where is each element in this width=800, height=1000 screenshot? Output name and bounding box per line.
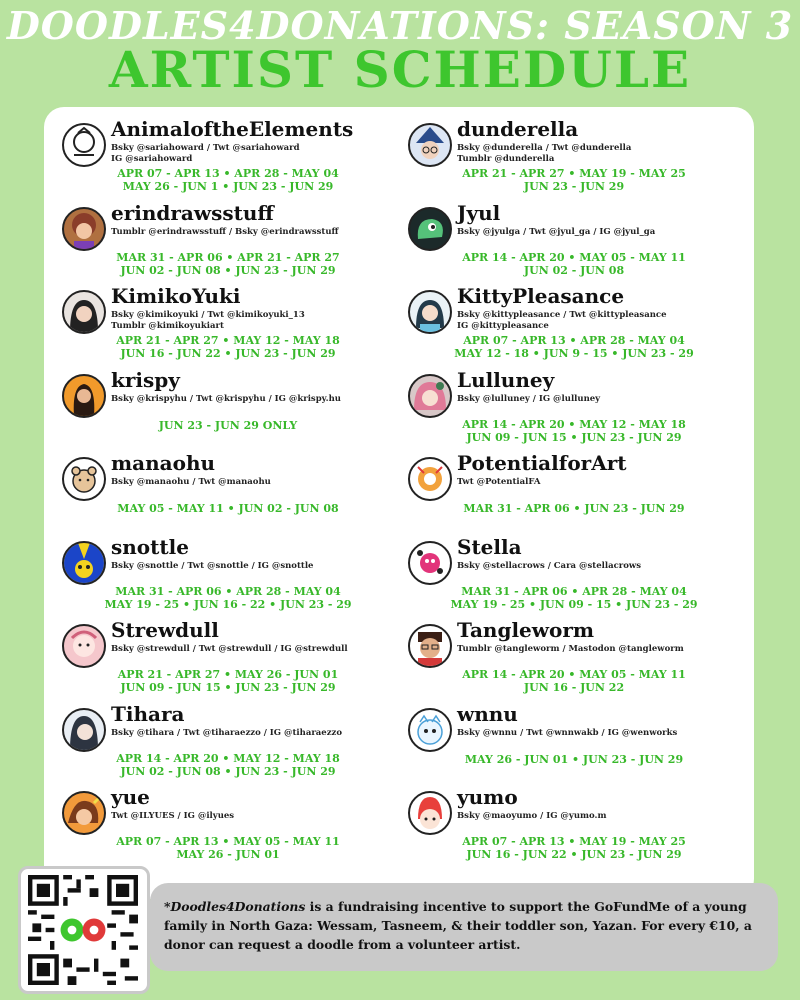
qr-code-icon [28, 875, 138, 985]
artist-handles: Tumblr @erindrawsstuff / Bsky @erindrawsstuff [111, 227, 339, 237]
artist-avatar [408, 624, 452, 668]
artist-dates: MAY 26 - JUN 01 • JUN 23 - JUN 29 [464, 753, 684, 766]
artist-dates: JUN 23 - JUN 29 ONLY [158, 419, 298, 432]
artist-name: yumo [457, 785, 518, 809]
artist-entry [58, 704, 388, 787]
artist-handles: Bsky @tihara / Twt @tiharaezzo / IG @tiharaezzo [111, 728, 343, 738]
artist-name: AnimaloftheElements [111, 117, 354, 141]
artist-dates: APR 07 - APR 13 • MAY 05 - MAY 11 MAY 26 - JUN 01 [116, 835, 340, 861]
artist-dates: APR 14 - APR 20 • MAY 05 - MAY 11 JUN 16 - JUN 22 [462, 668, 686, 694]
artist-dates: APR 14 - APR 20 • MAY 12 - MAY 18 JUN 02 - JUN 08 • JUN 23 - JUN 29 [116, 752, 340, 778]
artist-avatar [408, 541, 452, 585]
artist-name: Stella [457, 535, 522, 559]
artist-name: snottle [111, 535, 189, 559]
artist-name: Lulluney [457, 368, 555, 392]
artist-dates: MAY 05 - MAY 11 • JUN 02 - JUN 08 [117, 502, 339, 515]
artist-handles: Bsky @snottle / Twt @snottle / IG @snottle [111, 561, 314, 571]
artist-avatar [408, 457, 452, 501]
artist-entry [58, 203, 388, 286]
artist-name: Strewdull [111, 618, 219, 642]
footer-description [164, 897, 768, 954]
artist-dates: APR 21 - APR 27 • MAY 19 - MAY 25 JUN 23 - JUN 29 [462, 167, 686, 193]
artist-avatar [62, 624, 106, 668]
artist-name: wnnu [457, 702, 518, 726]
artist-entry [404, 370, 734, 453]
artist-handles: Bsky @maoyumo / IG @yumo.m [457, 811, 607, 821]
artist-avatar [62, 207, 106, 251]
event-title: DOODLES4DONATIONS: SEASON 3 [6, 3, 794, 48]
artist-avatar [62, 457, 106, 501]
artist-dates: APR 21 - APR 27 • MAY 26 - JUN 01 JUN 09 - JUN 15 • JUN 23 - JUN 29 [117, 668, 339, 694]
artist-name: manaohu [111, 451, 216, 475]
artist-avatar [408, 207, 452, 251]
artist-avatar [62, 374, 106, 418]
artist-name: Tangleworm [457, 618, 595, 642]
artist-avatar [408, 708, 452, 752]
artist-entry [58, 537, 388, 620]
artist-name: krispy [111, 368, 180, 392]
artist-entry [404, 620, 734, 703]
artist-name: PotentialforArt [457, 451, 627, 475]
artist-dates: MAR 31 - APR 06 • APR 28 - MAY 04 MAY 19 - 25 • JUN 16 - 22 • JUN 23 - 29 [104, 585, 352, 611]
artist-avatar [62, 791, 106, 835]
artist-avatar [62, 123, 106, 167]
artist-avatar [408, 123, 452, 167]
artist-dates: APR 07 - APR 13 • APR 28 - MAY 04 MAY 12 - 18 • JUN 9 - 15 • JUN 23 - 29 [454, 334, 694, 360]
artist-entry [58, 787, 388, 870]
artist-handles: Bsky @krispyhu / Twt @krispyhu / IG @krispy.hu [111, 394, 341, 404]
artist-entry [58, 370, 388, 453]
artist-entry [404, 286, 734, 369]
schedule-title: ARTIST SCHEDULE [108, 40, 692, 99]
artist-dates: APR 14 - APR 20 • MAY 05 - MAY 11 JUN 02 - JUN 08 [462, 251, 686, 277]
artist-entry [404, 787, 734, 870]
artist-handles: Tumblr @tangleworm / Mastodon @tangleworm [457, 644, 684, 654]
artist-name: Jyul [457, 201, 501, 225]
artist-dates: APR 21 - APR 27 • MAY 12 - MAY 18 JUN 16 - JUN 22 • JUN 23 - JUN 29 [116, 334, 340, 360]
artist-name: erindrawsstuff [111, 201, 274, 225]
artist-handles: Bsky @kittypleasance / Twt @kittypleasance IG @kittypleasance [457, 310, 667, 331]
artist-handles: Twt @PotentialFA [457, 477, 541, 487]
schedule-panel [44, 107, 754, 899]
artist-entry [58, 119, 388, 202]
artist-handles: Bsky @kimikoyuki / Twt @kimikoyuki_13 Tumblr @kimikoyukiart [111, 310, 305, 331]
artist-entry [404, 119, 734, 202]
artist-handles: Bsky @manaohu / Twt @manaohu [111, 477, 271, 487]
artist-dates: MAR 31 - APR 06 • JUN 23 - JUN 29 [463, 502, 685, 515]
artist-name: KimikoYuki [111, 284, 241, 308]
artist-avatar [408, 290, 452, 334]
artist-handles: Bsky @stellacrows / Cara @stellacrows [457, 561, 642, 571]
artist-handles: Bsky @wnnu / Twt @wnnwakb / IG @wenworks [457, 728, 678, 738]
artist-handles: Bsky @dunderella / Twt @dunderella Tumblr @dunderella [457, 143, 632, 164]
artist-name: dunderella [457, 117, 579, 141]
footer-emphasis: *Doodles4Donations [164, 899, 306, 914]
artist-entry [58, 286, 388, 369]
artist-handles: Bsky @lulluney / IG @lulluney [457, 394, 601, 404]
qr-code[interactable] [18, 866, 150, 994]
artist-avatar [62, 708, 106, 752]
artist-dates: APR 07 - APR 13 • MAY 19 - MAY 25 JUN 16 - JUN 22 • JUN 23 - JUN 29 [462, 835, 686, 861]
artist-dates: MAR 31 - APR 06 • APR 28 - MAY 04 MAY 19 - 25 • JUN 09 - 15 • JUN 23 - 29 [450, 585, 698, 611]
artist-dates: MAR 31 - APR 06 • APR 21 - APR 27 JUN 02 - JUN 08 • JUN 23 - JUN 29 [116, 251, 340, 277]
artist-handles: Twt @ILYUES / IG @ilyues [111, 811, 235, 821]
artist-avatar [408, 374, 452, 418]
artist-entry [58, 453, 388, 536]
artist-entry [404, 537, 734, 620]
info-box [150, 883, 778, 971]
artist-entry [404, 453, 734, 536]
artist-entry [404, 203, 734, 286]
artist-handles: Bsky @sariahoward / Twt @sariahoward IG @sariahoward [111, 143, 300, 164]
artist-entry [404, 704, 734, 787]
artist-name: Tihara [111, 702, 185, 726]
artist-handles: Bsky @strewdull / Twt @strewdull / IG @strewdull [111, 644, 348, 654]
artist-avatar [62, 290, 106, 334]
footer-body: is a fundraising incentive to support the GoFundMe of a young family in North Gaza: Wessam, Tasneem, & their toddler son, Yazan. For every €10, a donor can request a doodle from a volunteer artist. [164, 899, 752, 952]
artist-entry [58, 620, 388, 703]
artist-avatar [408, 791, 452, 835]
artist-name: KittyPleasance [457, 284, 625, 308]
artist-dates: APR 14 - APR 20 • MAY 12 - MAY 18 JUN 09 - JUN 15 • JUN 23 - JUN 29 [462, 418, 686, 444]
artist-handles: Bsky @jyulga / Twt @jyul_ga / IG @jyul_ga [457, 227, 656, 237]
artist-name: yue [111, 785, 150, 809]
artist-dates: APR 07 - APR 13 • APR 28 - MAY 04 MAY 26 - JUN 1 • JUN 23 - JUN 29 [117, 167, 339, 193]
artist-avatar [62, 541, 106, 585]
